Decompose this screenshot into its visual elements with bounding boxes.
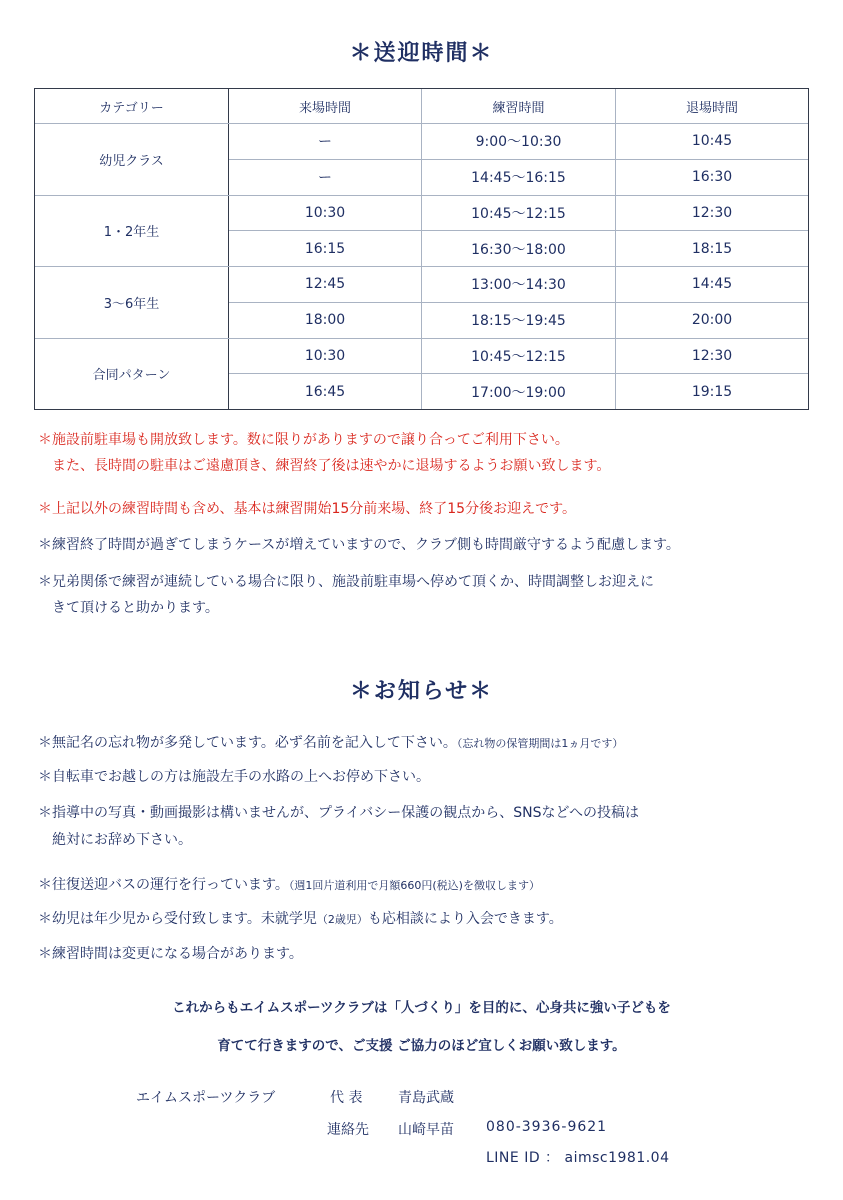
departure-cell: 12:30 [616, 338, 809, 374]
table-header-row [35, 89, 809, 124]
arrival-cell: 10:30 [229, 195, 422, 231]
arrival-cell: 18:00 [229, 302, 422, 338]
category-cell: 3〜6年生 [35, 267, 229, 339]
bus-fee: （週1回片道利用で月額660円(税込)を徴収します） [288, 879, 540, 892]
closing-message-line1: これからもエイムスポーツクラブは「人づくり」を目的に、心身共に強い子どもを [172, 1000, 671, 1016]
parking-note-continued: また、長時間の駐車はご遠慮頂き、練習終了後は速やかに退場するようお願い致します。 [52, 458, 611, 474]
header-departure: 退場時間 [616, 89, 809, 124]
category-cell: 合同パターン [35, 338, 229, 410]
photo-note: ＊指導中の写真・動画撮影は構いませんが、プライバシー保護の観点から、SNSなどへの投稿は [38, 805, 639, 821]
arrival-cell: 10:30 [229, 338, 422, 374]
siblings-note: ＊兄弟関係で練習が連続している場合に限り、施設前駐車場へ停めて頂くか、時間調整しお迎えに [38, 574, 654, 590]
arrival-cell: ー [229, 124, 422, 160]
contact-phone: 080-3936-9621 [486, 1119, 608, 1135]
overtime-note: ＊練習終了時間が過ぎてしまうケースが増えていますので、クラブ側も時間厳守するよう配慮します。 [38, 537, 680, 553]
lost-items-retention: （忘れ物の保管期間は1ヵ月です） [456, 737, 624, 750]
arrival-cell: 16:45 [229, 374, 422, 410]
contact-label: 連絡先 [327, 1122, 369, 1138]
practice-cell: 10:45〜12:15 [422, 338, 616, 374]
club-name: エイムスポーツクラブ [136, 1090, 276, 1106]
category-cell: 幼児クラス [35, 124, 229, 196]
table-row [35, 124, 809, 160]
notice-title: ＊お知らせ＊ [349, 679, 494, 704]
infant-text: ＊幼児は年少児から受付致します。未就学児 [38, 911, 317, 927]
pickup-times-title: ＊送迎時間＊ [349, 41, 494, 66]
lost-items-text: ＊無記名の忘れ物が多発しています。必ず名前を記入して下さい。 [38, 735, 457, 751]
infant-note [38, 907, 563, 932]
bus-text: ＊往復送迎バスの運行を行っています。 [38, 877, 289, 893]
practice-cell: 18:15〜19:45 [422, 302, 616, 338]
bus-note [38, 873, 540, 898]
practice-cell: 16:30〜18:00 [422, 231, 616, 267]
departure-cell: 10:45 [616, 124, 809, 160]
contact-name: 山崎早苗 [398, 1122, 454, 1138]
table-row [35, 267, 809, 303]
representative-name: 青島武蔵 [398, 1090, 454, 1106]
category-cell: 1・2年生 [35, 195, 229, 267]
departure-cell: 20:00 [616, 302, 809, 338]
infant-age: （2歳児） [316, 913, 368, 926]
departure-cell: 18:15 [616, 231, 809, 267]
practice-cell: 14:45〜16:15 [422, 159, 616, 195]
photo-note-continued: 絶対にお辞め下さい。 [52, 832, 192, 848]
closing-message-line2: 育てて行きますので、ご支援 ご協力のほど宜しくお願い致します。 [217, 1038, 626, 1054]
representative-label: 代 表 [330, 1090, 363, 1106]
bicycle-note: ＊自転車でお越しの方は施設左手の水路の上へお停め下さい。 [38, 769, 430, 785]
arrival-rule-note: ＊上記以外の練習時間も含め、基本は練習開始15分前来場、終了15分後お迎えです。 [38, 501, 576, 517]
header-category: カテゴリー [35, 89, 229, 124]
table-row [35, 195, 809, 231]
arrival-cell: ー [229, 159, 422, 195]
table-row [35, 338, 809, 374]
siblings-note-continued: きて頂けると助かります。 [52, 600, 219, 616]
practice-cell: 10:45〜12:15 [422, 195, 616, 231]
departure-cell: 12:30 [616, 195, 809, 231]
practice-cell: 17:00〜19:00 [422, 374, 616, 410]
header-arrival: 来場時間 [229, 89, 422, 124]
header-practice: 練習時間 [422, 89, 616, 124]
departure-cell: 19:15 [616, 374, 809, 410]
practice-cell: 9:00〜10:30 [422, 124, 616, 160]
lost-items-note [38, 731, 623, 756]
departure-cell: 16:30 [616, 159, 809, 195]
schedule-change-note: ＊練習時間は変更になる場合があります。 [38, 946, 303, 962]
parking-note: ＊施設前駐車場も開放致します。数に限りがありますので譲り合ってご利用下さい。 [38, 432, 569, 448]
arrival-cell: 16:15 [229, 231, 422, 267]
departure-cell: 14:45 [616, 267, 809, 303]
pickup-times-table [34, 88, 809, 410]
arrival-cell: 12:45 [229, 267, 422, 303]
line-id: LINE ID ： aimsc1981.04 [486, 1150, 670, 1166]
infant-text-rest: も応相談により入会できます。 [367, 911, 563, 927]
practice-cell: 13:00〜14:30 [422, 267, 616, 303]
